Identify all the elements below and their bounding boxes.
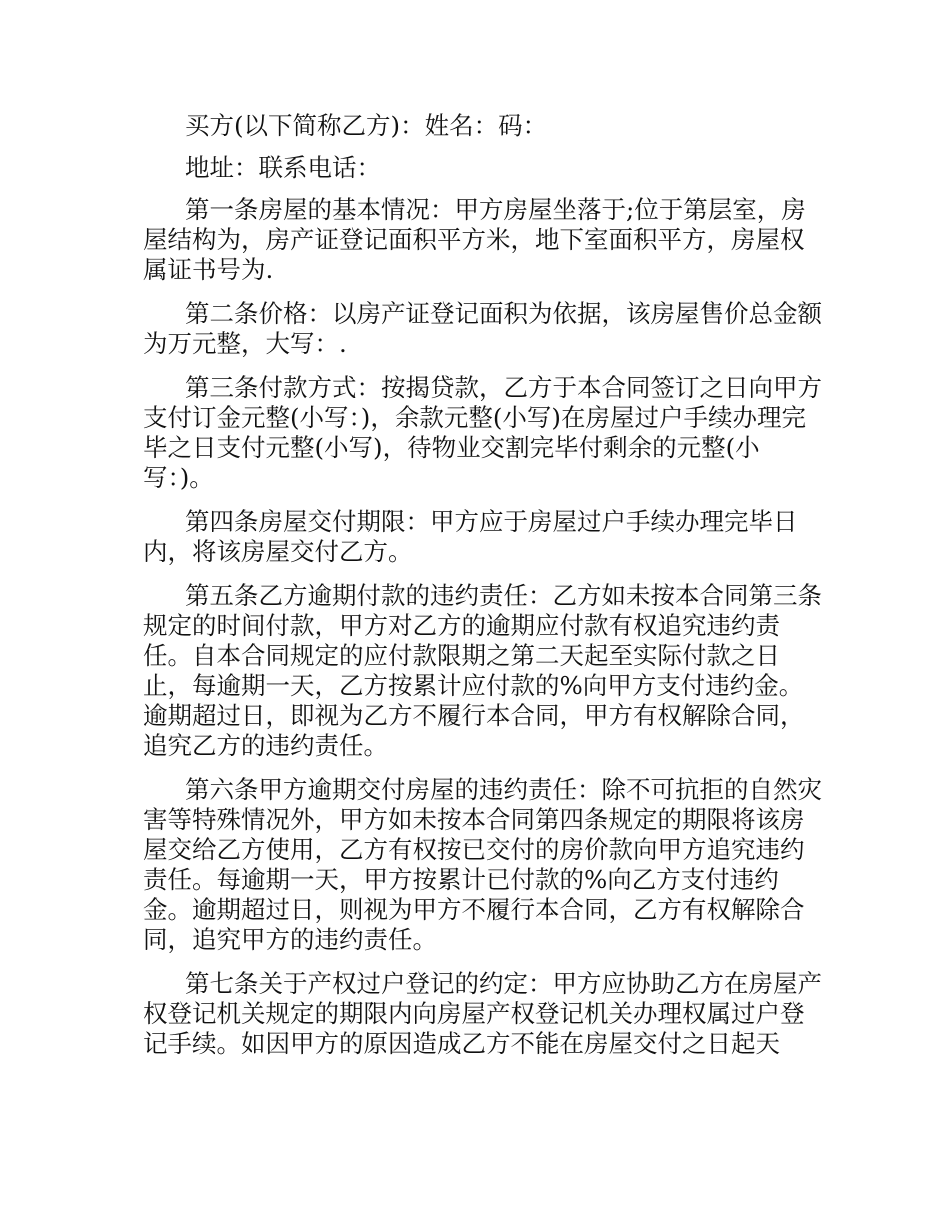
- article-2-price: 第二条价格：以房产证登记面积为依据，该房屋售价总金额为万元整，大写：.: [143, 299, 822, 358]
- address-phone-line: 地址：联系电话：: [185, 153, 381, 182]
- article-3-payment: 第三条付款方式：按揭贷款，乙方于本合同签订之日向甲方支付订金元整(小写：)，余款元整(小写)在房屋过户手续办理完毕之日支付元整(小写)，待物业交割完毕付剩余的元整(小写：)。: [143, 373, 822, 492]
- buyer-info-line: 买方(以下简称乙方)：姓名：码：: [185, 111, 548, 140]
- article-5-buyer-late-payment: 第五条乙方逾期付款的违约责任：乙方如未按本合同第三条规定的时间付款，甲方对乙方的逾期应付款有权追究违约责任。自本合同规定的应付款限期之第二天起至实际付款之日止，每逾期一天，乙方按累计应付款的%向甲方支付违约金。逾期超过日，即视为乙方不履行本合同，甲方有权解除合同，追究乙方的违约责任。: [143, 581, 822, 760]
- article-1-property-info: 第一条房屋的基本情况：甲方房屋坐落于;位于第层室，房屋结构为，房产证登记面积平方米，地下室面积平方，房屋权属证书号为.: [143, 195, 806, 284]
- article-6-seller-late-delivery: 第六条甲方逾期交付房屋的违约责任：除不可抗拒的自然灾害等特殊情况外，甲方如未按本合同第四条规定的期限将该房屋交给乙方使用，乙方有权按已交付的房价款向甲方追究违约责任。每逾期一天，甲方按累计已付款的%向乙方支付违约金。逾期超过日，则视为甲方不履行本合同，乙方有权解除合同，追究甲方的违约责任。: [143, 775, 822, 954]
- document-body: [143, 111, 826, 1073]
- article-7-title-transfer: 第七条关于产权过户登记的约定：甲方应协助乙方在房屋产权登记机关规定的期限内向房屋产权登记机关办理权属过户登记手续。如因甲方的原因造成乙方不能在房屋交付之日起天: [143, 969, 822, 1058]
- article-4-delivery-deadline: 第四条房屋交付期限：甲方应于房屋过户手续办理完毕日内，将该房屋交付乙方。: [143, 507, 798, 566]
